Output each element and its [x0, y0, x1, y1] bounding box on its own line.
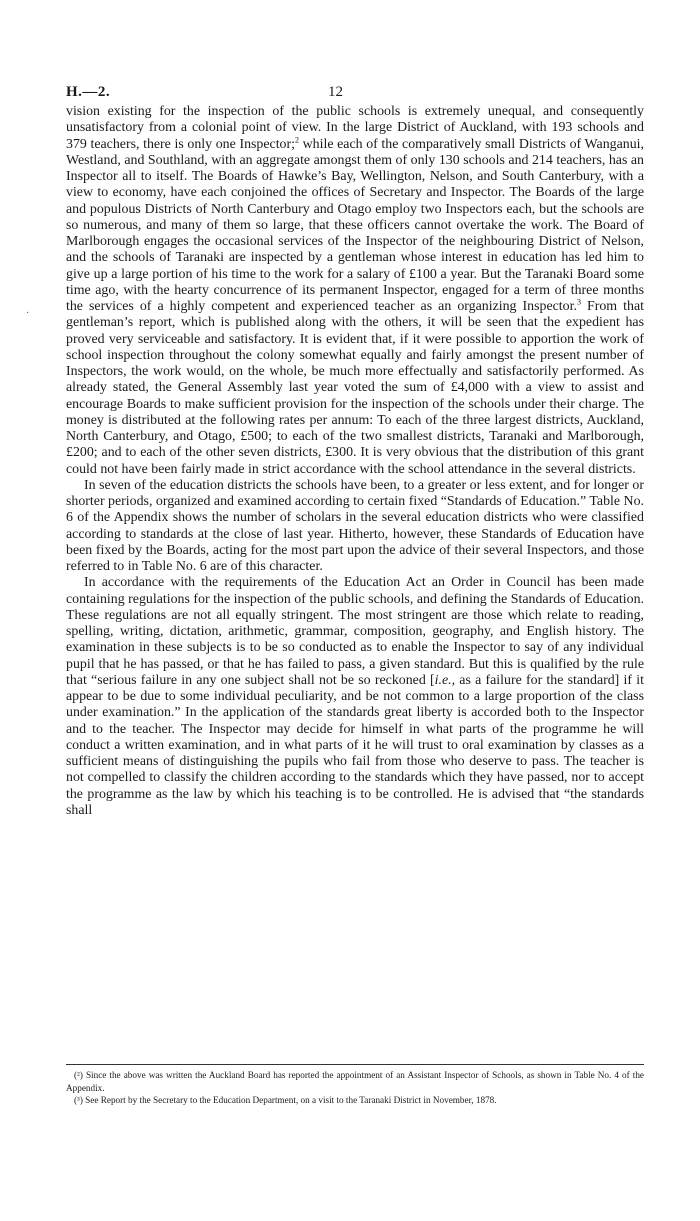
- footnote-ref-3: 3: [576, 297, 581, 307]
- latin-abbrev: i.e.,: [434, 672, 456, 688]
- paragraph-order-part-2: as a failure for the standard] if it appear to be due to some individual peculiarity, and be not common to a large proportion of the class under examination.” In the application of the standards great liberty is accorded both to the Inspector and to the teacher. The Inspector may decide for himself in what parts of the programme he will conduct a written examination, and in what parts of it he will trust to oral examination by classes as a sufficient means of distinguishing the pupils who fail from those who deserve to pass. The teacher is not compelled to classify the children according to the standards which they have passed, nor to accept the programme as the law by which his teaching is to be controlled. He is advised that “the standards shall: [66, 672, 644, 818]
- footnotes: [66, 1064, 644, 1107]
- paragraph-inspection-part-3: From that gentleman’s report, which is published along with the others, it will be seen that the expedient has proved very serviceable and satisfactory. It is evident that, if it were possible to apportion the work of school inspection throughout the colony somewhat equally and fairly amongst the present number of Inspectors, the work would, on the whole, be much more effectually and satisfactorily performed. As already stated, the General Assembly last year voted the sum of £4,000 with a view to assist and encourage Boards to make sufficient provision for the inspection of the schools under their charge. The money is distributed at the following rates per annum: To each of the three largest districts, Auckland, North Canterbury, and Otago, £500; to each of the two smallest districts, Taranaki and Marlborough, £200; and to each of the other seven districts, £300. It is very obvious that the distribution of this grant could not have been fairly made in strict accordance with the school attendance in the several districts.: [66, 299, 644, 477]
- paragraph-inspection-part-1: vision existing for the inspection of the public schools is extremely unequal, and consequently unsatisfactory from a colonial point of view. In the large District of Auckland, with 193 schools and 379 teachers, there is only one Inspector;: [66, 104, 644, 152]
- footnote-2: (²) Since the above was written the Auckland Board has reported the appointment of an Assistant Inspector of Schools, as shown in Table No. 4 of the Appendix.: [66, 1070, 644, 1093]
- body-text: [66, 104, 644, 819]
- document-page: [66, 78, 644, 819]
- footnote-ref-2: 2: [294, 134, 299, 144]
- margin-mark: ·: [26, 308, 30, 319]
- page-number: 12: [328, 84, 343, 100]
- paragraph-inspection: [66, 104, 644, 478]
- paragraph-standards: In seven of the education districts the schools have been, to a greater or less extent, and for longer or shorter periods, organized and examined according to certain fixed “Standards of Education.” Table No. 6 of the Appendix shows the number of scholars in the several education districts who were classified according to standards at the close of last year. Hitherto, however, these Standards of Education have been fixed by the Boards, acting for the most part upon the advice of their several Inspectors, and those referred to in Table No. 6 are of this character.: [66, 477, 644, 574]
- paragraph-order-part-1: In accordance with the requirements of the Education Act an Order in Council has been made containing regulations for the inspection of the public schools, and defining the Standards of Education. These regulations are not all equally stringent. The most stringent are those which relate to reading, spelling, writing, dictation, arithmetic, grammar, composition, geography, and English history. The examination in these subjects is to be so conducted as to enable the Inspector to say of any individual pupil that he has passed, or that he has failed to pass, a given standard. But this is qualified by the rule that “serious failure in any one subject shall not be so reckoned [: [66, 575, 644, 688]
- paragraph-inspection-part-2: while each of the comparatively small Districts of Wanganui, Westland, and Southland, with an aggregate amongst them of only 130 schools and 214 teachers, has an Inspector all to itself. The Boards of Hawke’s Bay, Wellington, Nelson, and South Canterbury, with a view to economy, have each conjoined the offices of Secretary and Inspector. The Boards of the large and populous Districts of North Canterbury and Otago employ two Inspectors each, but the schools are so numerous, and many of them so large, that these officers cannot overtake the work. The Board of Marlborough engages the occasional services of the Inspector of the neighbouring District of Nelson, and the schools of Taranaki are inspected by a gentleman whose interest in education has led him to give up a large portion of his time to the work for a salary of £100 a year. But the Taranaki Board some time ago, with the hearty concurrence of its permanent Inspector, engaged for a term of three months the services of a highly competent and experienced teacher as an organizing Inspector.: [66, 136, 644, 314]
- page-header: [66, 78, 644, 104]
- paragraph-order-in-council: [66, 575, 644, 819]
- footnote-3: (³) See Report by the Secretary to the Education Department, on a visit to the Taranaki District in November, 1878.: [74, 1095, 497, 1105]
- document-id: H.—2.: [66, 84, 111, 100]
